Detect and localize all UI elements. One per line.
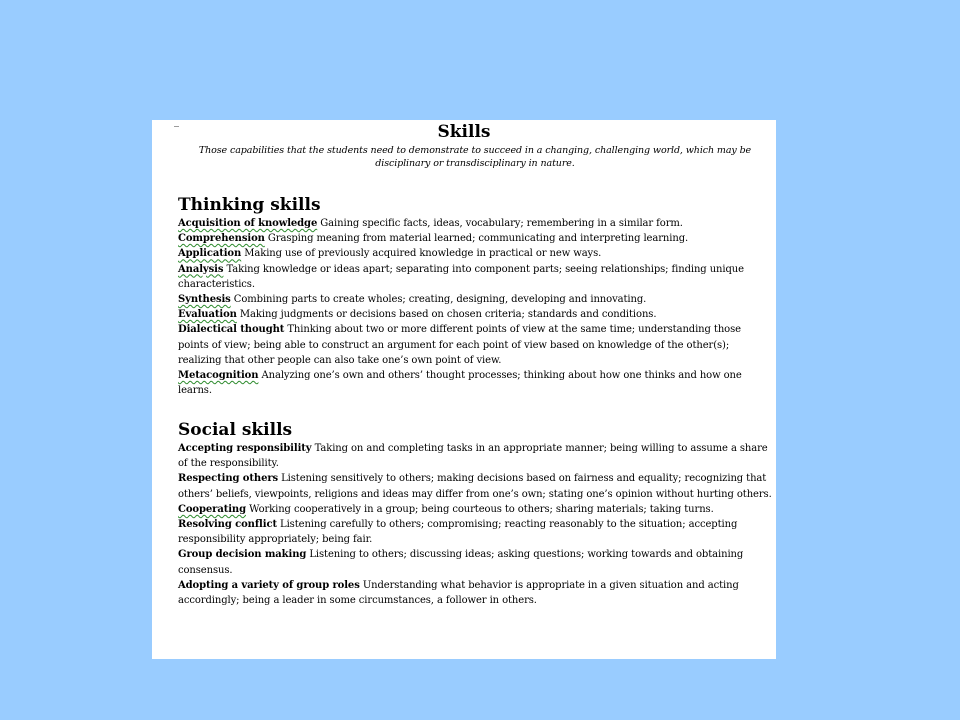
thinking-skill-evaluation bbox=[178, 307, 772, 322]
skill-description: Understanding what behavior is appropriate in a given situation and acting accordingly; being a leader in some circumstances, a follower in others. bbox=[178, 579, 739, 607]
skill-term: Analysis bbox=[178, 263, 224, 275]
thinking-skill-application bbox=[178, 246, 772, 261]
social-skill-group-decision-making bbox=[178, 547, 772, 577]
skill-description: Grasping meaning from material learned; communicating and interpreting learning. bbox=[264, 233, 689, 245]
skill-term: Group decision making bbox=[178, 549, 307, 561]
skill-description: Listening carefully to others; compromising; reacting reasonably to the situation; accepting responsibility appropriately; being fair. bbox=[178, 519, 738, 546]
intro-paragraph: Those capabilities that the students need to demonstrate to succeed in a changing, challenging world, which may be disciplinary or transdisciplinary in nature. bbox=[198, 145, 752, 169]
cursor-mark: _ bbox=[174, 120, 179, 127]
skill-term: Comprehension bbox=[178, 233, 265, 245]
social-skill-resolving-conflict bbox=[178, 517, 772, 547]
skill-description: Thinking about two or more different points of view at the same time; understanding those points of view; being able to construct an argument for each point of view based on knowledge of the other(s); realizing that other people can also take one’s own point of view. bbox=[178, 324, 741, 366]
social-skills-section bbox=[178, 420, 772, 608]
skill-term: Evaluation bbox=[178, 309, 237, 321]
thinking-skills-section bbox=[178, 195, 772, 398]
skill-description: Making judgments or decisions based on chosen criteria; standards and conditions. bbox=[236, 309, 657, 321]
thinking-skill-acquisition bbox=[178, 216, 772, 231]
skill-description: Gaining specific facts, ideas, vocabulary; remembering in a similar form. bbox=[317, 218, 683, 229]
thinking-skill-dialectical-thought bbox=[178, 322, 772, 368]
thinking-skill-synthesis bbox=[178, 292, 772, 307]
skill-term: Acquisition of knowledge bbox=[178, 218, 318, 229]
skill-term: Respecting others bbox=[178, 473, 279, 485]
skill-description: Combining parts to create wholes; creating, designing, developing and innovating. bbox=[230, 294, 647, 306]
skill-description: Listening sensitively to others; making decisions based on fairness and equality; recognizing that others’ beliefs, viewpoints, religions and ideas may differ from one’s own; stating one’s opinion without hurting others. bbox=[178, 473, 772, 500]
skill-term: Resolving conflict bbox=[178, 519, 277, 531]
skill-term: Cooperating bbox=[178, 503, 246, 515]
thinking-skill-analysis bbox=[178, 262, 772, 292]
skill-description: Listening to others; discussing ideas; asking questions; working towards and obtaining consensus. bbox=[178, 549, 744, 576]
skill-term: Accepting responsibility bbox=[178, 443, 312, 454]
social-skills-heading: Social skills bbox=[178, 420, 293, 440]
thinking-skill-comprehension bbox=[178, 231, 772, 246]
skill-description: Taking knowledge or ideas apart; separating into component parts; seeing relationships; finding unique characteristics. bbox=[178, 263, 744, 290]
social-skill-respecting-others bbox=[178, 471, 772, 501]
skill-description: Making use of previously acquired knowledge in practical or new ways. bbox=[241, 248, 602, 260]
skill-description: Working cooperatively in a group; being courteous to others; sharing materials; taking turns. bbox=[245, 503, 714, 515]
skill-term: Adopting a variety of group roles bbox=[178, 579, 360, 591]
skill-description: Analyzing one’s own and others’ thought processes; thinking about how one thinks and how one learns. bbox=[178, 370, 742, 397]
skill-description: Taking on and completing tasks in an appropriate manner; being willing to assume a share of the responsibility. bbox=[178, 443, 768, 470]
skill-term: Dialectical thought bbox=[178, 324, 285, 336]
thinking-skill-metacognition bbox=[178, 368, 772, 398]
social-skill-accepting-responsibility bbox=[178, 441, 772, 471]
skill-term: Application bbox=[178, 248, 242, 260]
page-title: Skills bbox=[437, 122, 491, 142]
social-skill-cooperating bbox=[178, 502, 772, 517]
document-page bbox=[152, 120, 776, 659]
social-skill-group-roles bbox=[178, 578, 772, 608]
skill-term: Synthesis bbox=[178, 294, 231, 306]
thinking-skills-heading: Thinking skills bbox=[178, 195, 321, 215]
skill-term: Metacognition bbox=[178, 370, 259, 382]
